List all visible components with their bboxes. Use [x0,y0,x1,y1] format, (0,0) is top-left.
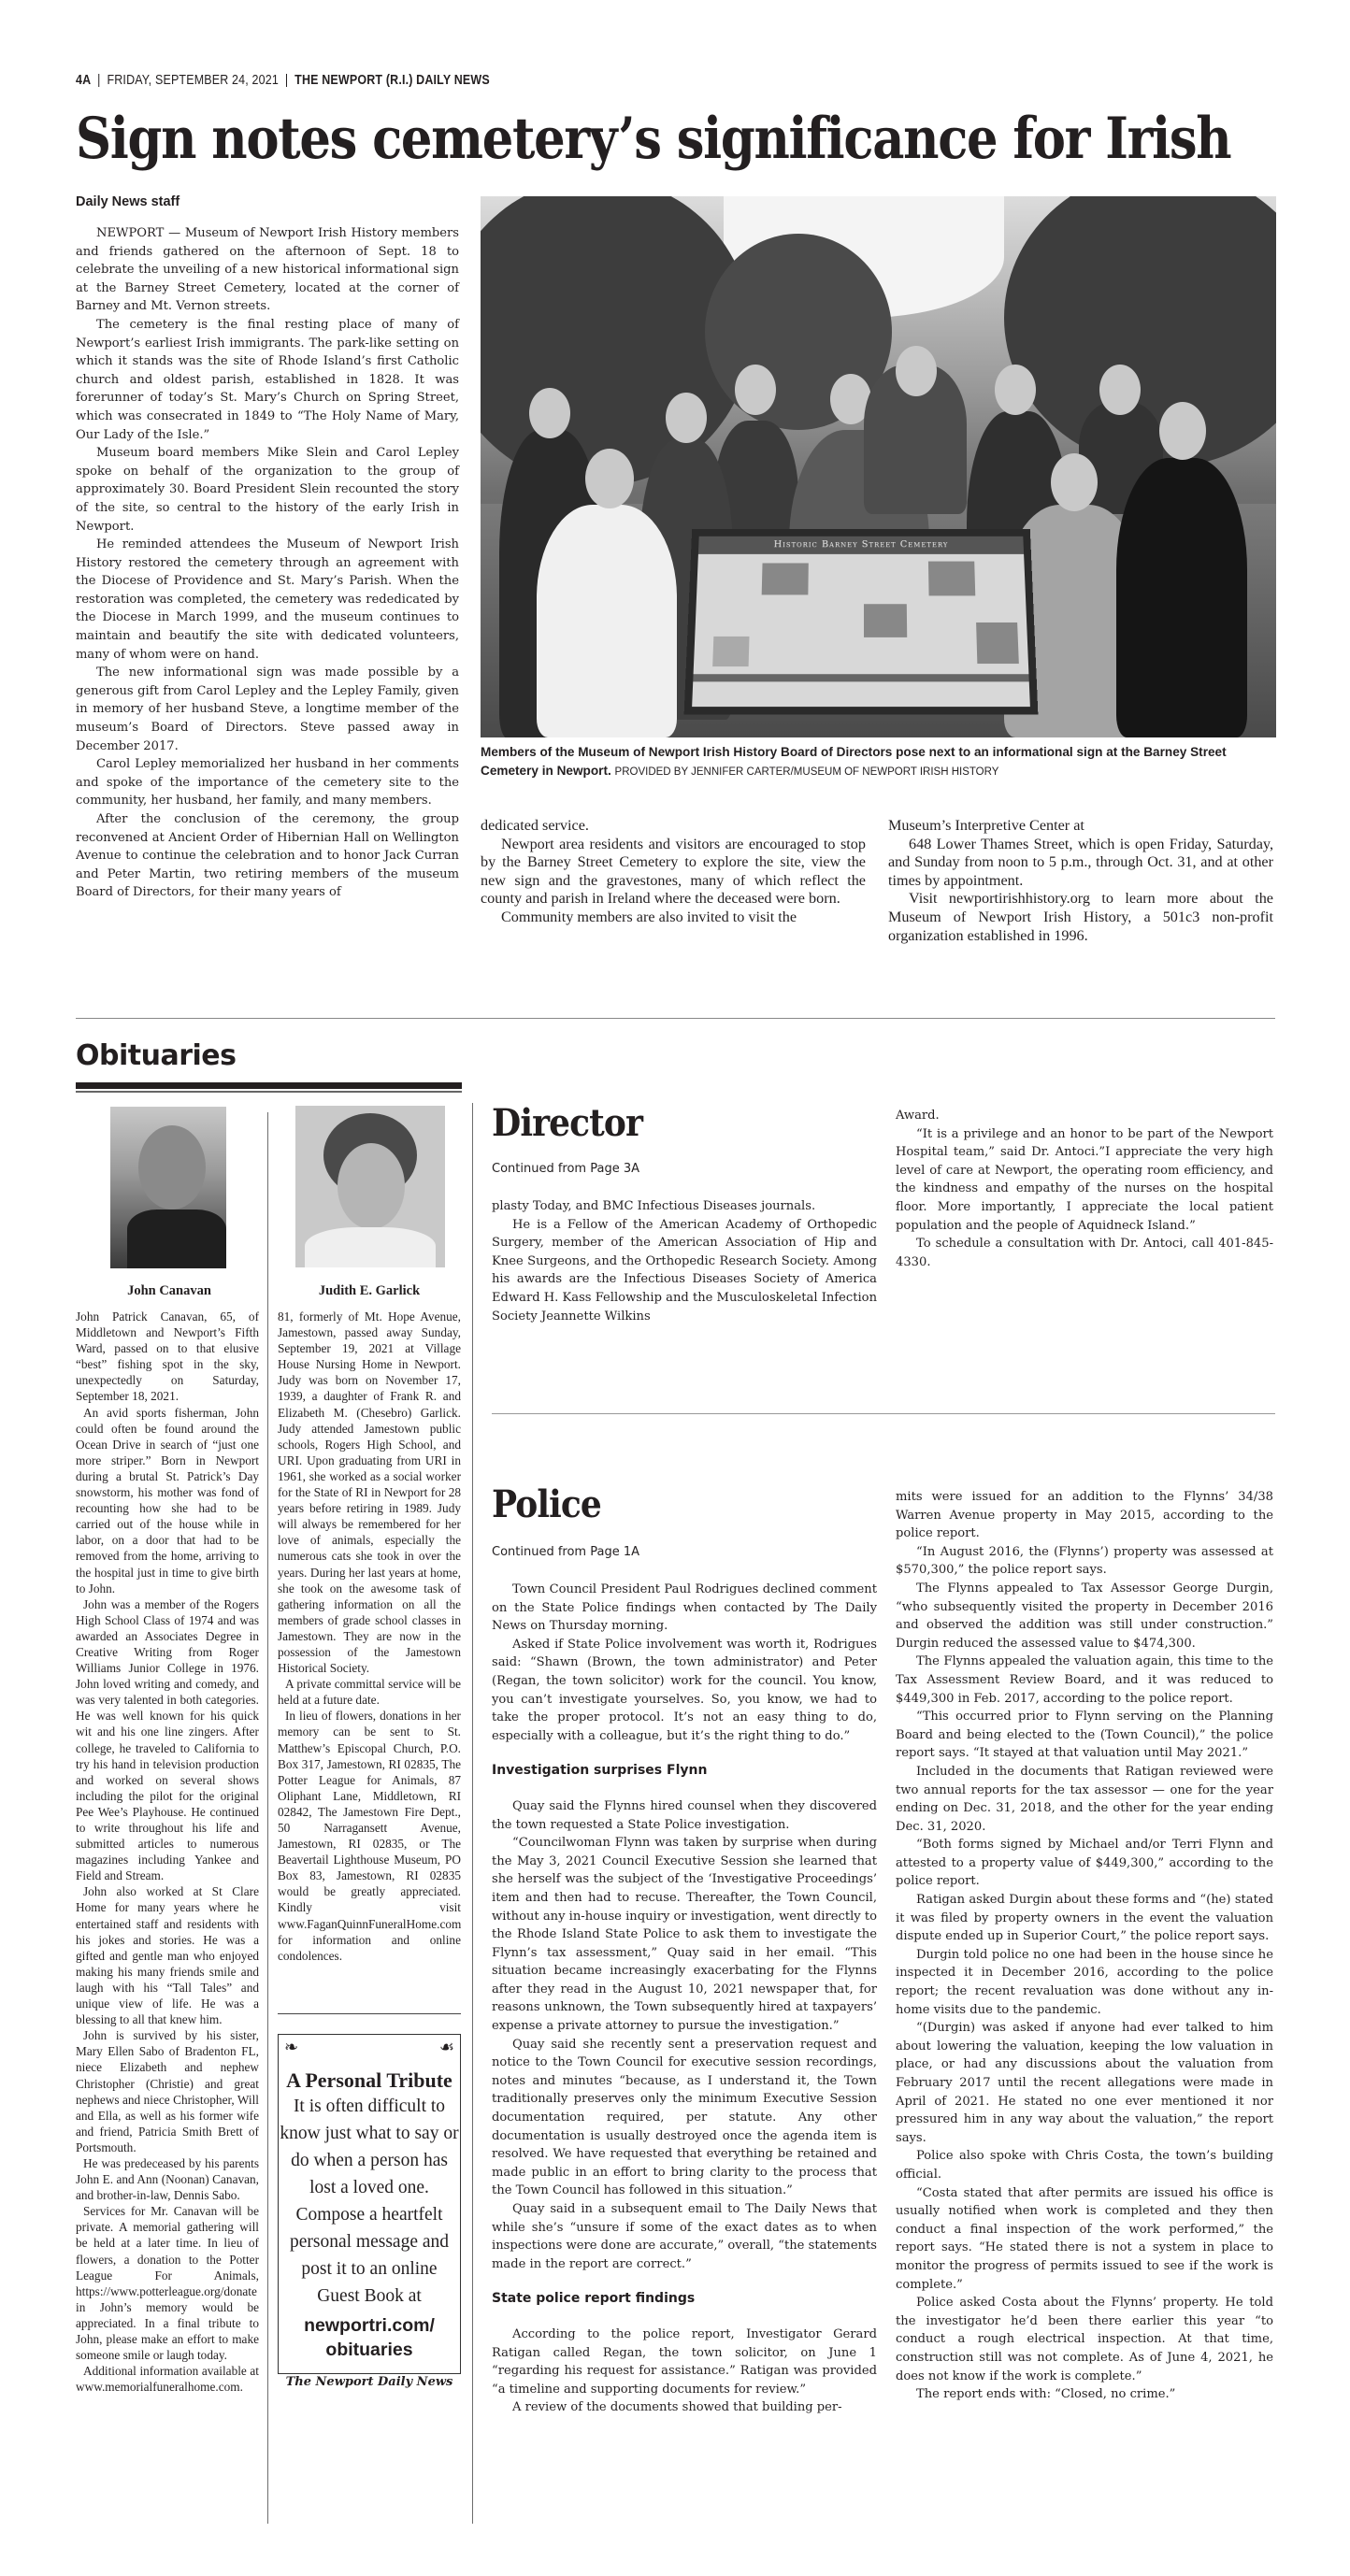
paragraph: He is a Fellow of the American Academy of Orthopedic Surgery, member of the American Association of Hip and Knee Surgeons, and the Orthopedic Research Society. Among his awards are the Infectious Diseases Society of America Edward H. Kass Fellowship and the Musculoskeletal Infection Society Jeannette Wilkins [492,1217,877,1324]
sign-image [762,563,809,594]
photo-head [585,449,634,508]
lead-headline: Sign notes cemetery’s significance for Irish [76,106,1231,172]
lead-story-column-3 [888,817,1273,945]
paragraph: Ratigan asked Durgin about these forms and “(he) stated it was filed by property owners in the event the valuation dispute ended up in Superior Court,” the police report says. [896,1893,1273,1944]
photo-credit: PROVIDED BY JENNIFER CARTER/MUSEUM OF NEWPORT IRISH HISTORY [614,766,999,778]
newspaper-name: THE NEWPORT (R.I.) DAILY NEWS [294,73,490,88]
portrait-collar [305,1227,436,1267]
sign-image [712,637,749,666]
paragraph: An avid sports fisherman, John could often be found around the Ocean Drive in search of “just one more striper.” Born in Newport during a brutal St. Patrick’s Day snowstorm, his mother was fond of recounting how she had to be carried out of the house while in labor, on a door that had to be removed from the home, arriving to the hospital just in time to give birth to John. [76,1405,259,1596]
director-column-2 [896,1107,1273,1271]
right-swash-ornament: ☙ [438,2038,454,2056]
photo-head [529,388,570,438]
paragraph: “In August 2016, the (Flynns’) property was assessed at $570,300,” the police report says. [896,1544,1273,1578]
paragraph: To schedule a consultation with Dr. Antoci, call 401-845-4330. [896,1237,1273,1269]
photo-head [896,346,937,396]
paragraph: In lieu of flowers, donations in her memory can be sent to St. Matthew’s Episcopal Church, P.O. Box 317, Jamestown, RI 02835, The Potter League for Animals, 87 Oliphant Lane, Middletown, RI 02842, The Jamestown Fire Dept., 50 Narragansett Avenue, Jamestown, RI 02835, or The Beavertail Lighthouse Museum, PO Box 83, Jamestown, RI 02835 would be greatly appreciated. Kindly visit www.FaganQuinnFuneralHome.com for information and online condolences. [278,1709,462,1963]
group-photo [481,196,1276,737]
left-swash-ornament: ❧ [284,2038,299,2056]
story-divider [492,1413,1275,1414]
obituary-john-canavan [76,1309,259,2395]
paragraph: “(Durgin) was asked if anyone had ever talked to him about lowering the valuation, keeping the low valuation in place, or had any discussions about the valuation from February 2017 until the recent allegations were made in April of 2021. He stated no one ever mentioned it nor pressured him in any way about the valuation,” the report says. [896,2021,1273,2145]
paragraph: Newport area residents and visitors are encouraged to stop by the Barney Street Cemetery to explore the site, view the new sign and the gravestones, many of which reflect the county and parish in Ireland where the deceased were born. [481,835,866,908]
paragraph: Community members are also invited to visit the [501,908,797,925]
paragraph: Durgin told police no one had been in the house since he inspected it in December 2016, according to the police report; the recent revaluation was done without any in-home visits due to the pandemic. [896,1947,1273,2017]
section-divider [76,1018,1275,1019]
obituaries-thick-rule [76,1082,462,1089]
paragraph: John is survived by his sister, Mary Ellen Sabo of Bradenton FL, niece Elizabeth and nephew Christopher (Christie) and great nephews and niece Christopher, Will and Ella, as well as his former wife and friend, Patricia Smith Brett of Portsmouth. [76,2028,259,2154]
sign-image [976,623,1019,664]
subhead-investigation: Investigation surprises Flynn [492,1763,708,1779]
paragraph: Town Council President Paul Rodrigues declined comment on the State Police findings when contacted by The Daily News on Thursday morning. [492,1582,877,1634]
paragraph: A review of the documents showed that building per- [512,2400,842,2415]
portrait-face [338,1143,405,1229]
column-rule [267,1112,268,2524]
paragraph: Quay said the Flynns hired counsel when they discovered the town requested a State Police investigation. [492,1798,877,1832]
sign-image [864,604,907,637]
paragraph: dedicated service. [481,817,589,834]
portrait-suit [127,1209,226,1268]
paragraph: John was a member of the Rogers High School Class of 1974 and was awarded an Associates Degree in Creative Writing from Roger Williams Junior College in 1976. John loved writing and comedy, and was very talented in both categories. He was well known for his quick wit and his one line zingers. After college, he traveled to California to try his hand in television production and worked on several shows including the pilot for the original Pee Wee’s Playhouse. He continued to write throughout his life and submitted articles to numerous magazines including Yankee and Field and Stream. [76,1596,259,1883]
police-column-2 [896,1488,1273,2404]
obituary-end-rule [278,2013,461,2014]
john-canavan-portrait [110,1107,226,1268]
paragraph: plasty Today, and BMC Infectious Diseases journals. [492,1199,816,1213]
paragraph: Quay said she recently sent a preservation request and notice to the Town Council for executive session recordings, notes and minutes “because, as I understand it, the Town traditionally preserves only the minimum Executive Session documentation required, per statute. Any other documentation is usually destroyed once the agenda item is resolved. We have requested that everything be retained and made public in an effort to bring clarity to the process that the Town Council has followed in this situation.” [492,2037,877,2198]
column-rule [472,1103,473,2524]
tribute-body: It is often difficult to know just what to say or do when a person has lost a loved one. Compose a heartfelt personal message and post it to an online Guest Book at [280,2097,459,2306]
historic-sign [684,529,1039,714]
caption-text: Members of the Museum of Newport Irish History Board of Directors pose next to an informational sign at the Barney Street Cemetery in Newport. [481,745,1227,778]
paragraph: Carol Lepley memorialized her husband in her comments and spoke of the importance of the cemetery site to the community, her husband, her family, and many members. [76,757,459,809]
police-column-1 [492,1581,877,2417]
lead-story-column-1 [76,224,459,902]
paragraph: Police asked Costa about the Flynns’ property. He told the investigator he’d been there earlier this year “to conduct a rough electrical inspection. At that time, construction still was not complete. As of June 4, 2021, he does not know if the work is complete.” [896,2296,1273,2383]
paragraph: “Both forms signed by Michael and/or Terri Flynn and attested to a property value of $449,300,” according to the police report. [896,1838,1273,1889]
paragraph: Asked if State Police involvement was worth it, Rodrigues said: “Shawn (Brown, the town administrator) and Peter (Regan, the town solicitor) work for the council. You know, you can’t investigate yourselves. So, you know, we had to take the proper protocol. It’s not an easy thing to do, especially with a colleague, but it’s the right thing to do.” [492,1637,877,1743]
photo-head [1051,453,1098,511]
paragraph: Quay said in a subsequent email to The Daily News that while she’s “unsure if some of the exact dates as to when inspections were done are accurate,” overall, “the statements made in the report are correct.” [492,2202,877,2271]
obituaries-thin-rule [76,1091,462,1093]
portrait-face [138,1125,206,1209]
subhead-findings: State police report findings [492,2291,696,2307]
paragraph: John Patrick Canavan, 65, of Middletown and Newport’s Fifth Ward, passed on to that elusive “best” fishing spot in the sky, unexpectedly on Saturday, September 18, 2021. [76,1309,259,1404]
paragraph: A private committal service will be held at a future date. [278,1677,461,1708]
director-jump-line: Continued from Page 3A [492,1162,639,1176]
paragraph: “It is a privilege and an honor to be part of the Newport Hospital team,” said Dr. Antoci.”I appreciate the very high level of care at Newport, the operating room efficiency, and the kindness and empathy of the nurses on the hospital floor. More importantly, I appreciate the local patient population and the people of Aquidneck Island.” [896,1126,1273,1233]
paragraph: Museum board members Mike Slein and Carol Lepley spoke on behalf of the organization to the group of approximately 30. Board President Slein recounted the story of the site, so central to the history of the early Irish in Newport. [76,446,459,534]
paragraph: He reminded attendees the Museum of Newport Irish History restored the cemetery through an agreement with the Diocese of Providence and St. Mary’s Parish. When the restoration was completed, the cemetery was rededicated by the Diocese in March 1999, and the museum continues to maintain and beautify the site with dedicated volunteers, many of whom were on hand. [76,537,459,662]
obituary-name: John Canavan [127,1283,211,1298]
lead-story-column-2 [481,817,866,927]
page-number: 4A [76,73,92,88]
photo-person-white-blouse [537,505,677,737]
obituary-judith-garlick [278,1309,461,1964]
byline: Daily News staff [76,194,180,209]
paragraph: Visit newportirishhistory.org to learn more about the Museum of Newport Irish History, a 501c3 non-profit organization established in 1996. [888,890,1273,944]
judith-garlick-portrait [295,1106,445,1267]
tribute-url-link[interactable]: newportri.com/ obituaries [304,2315,435,2360]
issue-date: FRIDAY, SEPTEMBER 24, 2021 [107,73,279,88]
photo-head [1159,402,1206,460]
paragraph: John also worked at St Clare Home for many years where he entertained staff and residents with his jokes and stories. He was a gifted and gentle man who enjoyed making his many friends smile and laugh with his “Tall Tales” and unique view of life. He was a blessing to all that knew him. [76,1884,259,2027]
paragraph: He was predeceased by his parents John E. and Ann (Noonan) Canavan, and brother-in-law, Dennis Sabo. [76,2155,259,2203]
photo-person [1116,458,1247,737]
newspaper-logo: The Newport Daily News [285,2375,453,2389]
paragraph: The Flynns appealed to Tax Assessor George Durgin, “who subsequently visited the property in December 2016 and observed the addition was still under construction.” Durgin reduced the assessed value to $474,300. [896,1581,1273,1651]
paragraph: Police also spoke with Chris Costa, the town’s building official. [896,2149,1273,2182]
paragraph: The cemetery is the final resting place of many of Newport’s earliest Irish immigrants. The park-like setting on which it stands was the site of Rhode Island’s first Catholic church and oldest parish, established in 1828. It was forerunner of today’s St. Mary’s Church on Spring Street, which was consecrated in 1849 to “The Holy Name of Mary, Our Lady of the Isle.” [76,317,459,442]
photo-caption [481,743,1285,781]
paragraph: “This occurred prior to Flynn serving on the Planning Board and being elected to the (Town Council),” the police report says. “It stayed at that valuation until May 2021.” [896,1710,1273,1761]
sign-timeline-bar [693,674,1029,681]
paragraph: Services for Mr. Canavan will be private. A memorial gathering will be held at a later time. In lieu of flowers, a donation to the Potter League For Animals, https://www.potterleague.org/donate in John’s memory would be appreciated. In a final tribute to John, please make an effort to make someone smile or laugh today. [76,2204,259,2363]
paragraph: mits were issued for an addition to the Flynns’ 34/38 Warren Avenue property in May 2015, according to the police report. [896,1490,1273,1541]
paragraph: Award. [896,1109,940,1123]
obituaries-title: Obituaries [76,1039,237,1072]
paragraph: 648 Lower Thames Street, which is open Friday, Saturday, and Sunday from noon to 5 p.m., through Oct. 31, and at other times by appointment. [888,835,1273,889]
sign-image [928,562,975,596]
director-headline: Director [492,1101,643,1145]
photo-head [1099,365,1141,415]
paragraph: The report ends with: “Closed, no crime.” [916,2387,1176,2402]
page-folio: 4A | FRIDAY, SEPTEMBER 24, 2021 | THE NEWPORT (R.I.) DAILY NEWS [76,73,490,88]
photo-head [666,393,707,443]
photo-head [735,365,776,415]
sign-title: Historic Barney Street Cemetery [698,537,1024,554]
paragraph: “Councilwoman Flynn was taken by surprise when during the May 3, 2021 Council Executive Session she learned that she herself was the subject of the ‘Investigative Proceedings’ item and then had to recuse. Thereafter, the Town Council, without any in-house inquiry or investigation, went directly to the Rhode Island State Police to ask them to investigate the Flynn’s tax assessment,” Quay said in her email. “This situation became increasingly exacerbating for the Flynns after they read in the August 10, 2021 newspaper that, for reasons unknown, the Town subsequently hired at taxpayers’ expense a private attorney to pursue the investigation.” [492,1836,877,2034]
director-column-1 [492,1197,877,1325]
obituary-name: Judith E. Garlick [318,1283,421,1298]
paragraph: After the conclusion of the ceremony, the group reconvened at Ancient Order of Hibernian Hall on Wellington Avenue to continue the celebration and to honor Jack Curran and Peter Martin, two retiring members of the museum Board of Directors, for their many years of [76,812,459,900]
paragraph: The Flynns appealed the valuation again, this time to the Tax Assessment Review Board, and it was reduced to $449,300 in Feb. 2017, according to the police report. [896,1654,1273,1706]
tribute-title: A Personal Tribute [286,2068,452,2092]
paragraph: Museum’s Interpretive Center at [888,817,1084,834]
paragraph: The new informational sign was made possible by a generous gift from Carol Lepley and the Lepley Family, given in memory of her husband Steve, a longtime member of the museum’s Board of Directors. Steve passed away in December 2017. [76,665,459,753]
paragraph: NEWPORT — Museum of Newport Irish History members and friends gathered on the afternoon of Sept. 18 to celebrate the unveiling of a new historical informational sign at the Barney Street Cemetery, located at the corner of Barney and Mt. Vernon streets. [76,226,459,314]
paragraph: According to the police report, Investigator Gerard Ratigan called Regan, the town solicitor, on June 1 “regarding his request for assistance.” Ratigan was provided “a timeline and supporting documents for review.” [492,2326,877,2397]
paragraph: 81, formerly of Mt. Hope Avenue, Jamestown, passed away Sunday, September 19, 2021 at Village House Nursing Home in Newport. Judy was born on November 17, 1939, a daughter of Frank R. and Elizabeth M. (Chesebro) Garlick. Judy attended Jamestown public schools, Rogers High School, and URI. Upon graduating from URI in 1961, she worked as a social worker for the State of RI in Newport for 28 years before retiring in 1989. Judy will always be remembered for her love of animals, especially the numerous cats she took in over the years. During her last years at home, she took on the awesome task of gathering information on all the members of grade school classes in Jamestown. They are now in the possession of the Jamestown Historical Society. [278,1309,461,1676]
photo-head [995,365,1036,415]
paragraph: Included in the documents that Ratigan reviewed were two annual reports for the tax assessor — one for the year ending on Dec. 31, 2018, and the other for the year ending Dec. 31, 2020. [896,1764,1273,1834]
paragraph: Additional information available at www.memorialfuneralhome.com. [76,2364,259,2395]
paragraph: “Costa stated that after permits are issued his office is usually notified when work is completed and they then conduct a final inspection of the work performed,” the report says. “He stated there is not a system in place to monitor the progress of permits issued to see if the work is complete.” [896,2185,1273,2292]
personal-tribute-ad[interactable] [278,2034,461,2389]
police-jump-line: Continued from Page 1A [492,1545,639,1559]
police-headline: Police [492,1482,601,1526]
